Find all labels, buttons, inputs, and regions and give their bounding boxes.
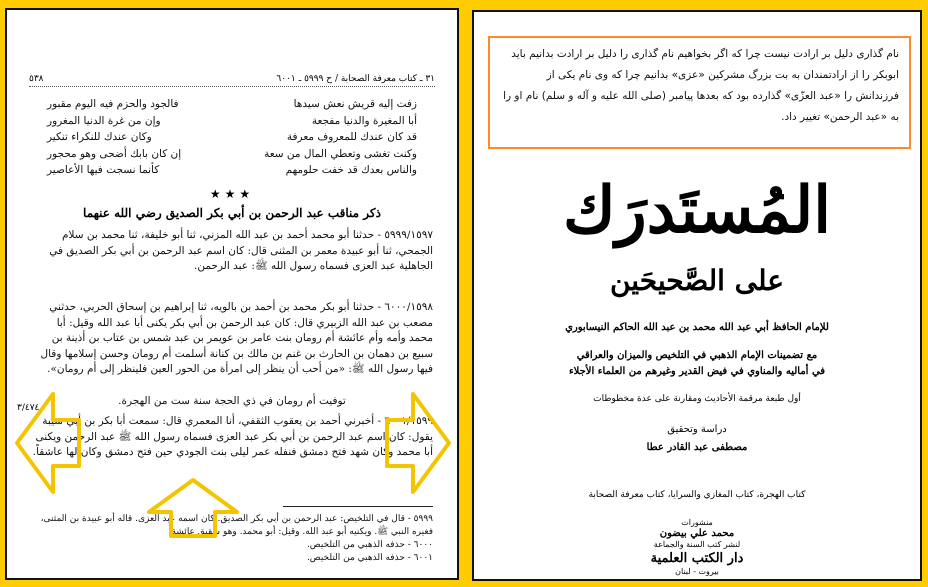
footnote: ٦٠٠١ - حذفه الذهبي من التلخيص. xyxy=(306,553,433,563)
hadith-5999: ٥٩٩٩/١٥٩٧ - حدثنا أبو محمد أحمد بن عبد الله المزني، ثنا أبو خليفة، ثنا محمد بن سلام الجمحي، ثنا أبو عبيدة معمر بن المثنى قال: كان اسم عبد الرحمن بن أبي بكر الصديق في الجاهلية عبد العزى فسماه رسول الله ﷺ: عبد الرحمن. xyxy=(49,229,433,272)
editor-name: مصطفى عبد القادر عطا xyxy=(646,442,748,453)
book-title: المُستَدرَك xyxy=(563,173,831,248)
header-right: ٣١ ـ كتاب معرفة الصحابة / ح ٥٩٩٩ ـ ٦٠٠١ xyxy=(276,74,435,84)
verse-first-hemistich: قد كان عندك للمعروف معرفة xyxy=(286,131,417,143)
verse-line xyxy=(47,162,417,179)
footnote-rule xyxy=(283,506,433,507)
publisher-name: دار الكتب العلمية xyxy=(650,551,744,566)
volume-sections: كتاب الهجرة، كتاب المغازي والسرايا، كتاب معرفة الصحابة xyxy=(588,490,806,500)
hadith-6000: ٦٠٠٠/١٥٩٨ - حدثنا أبو بكر محمد بن أحمد بن بالويه، ثنا إبراهيم بن إسحاق الحربي، حدثني مصعب بن عبد الله الزبيري قال: كان عبد الرحمن بن أبي بكر يكنى أبا عبد الله وقيل: أبا محمد وأمه وأم عائشة أم رومان بنت عامر بن عويمر بن عبد شمس بن عتاب بن أذينة بن سبيع بن دهمان بن الحارث بن غنم بن مالك بن كنانة أسلمت أم رومان وحسن إسلامها وقال فيها رسول الله ﷺ: «من أحب أن ينظر إلى امرأة من الحور العين فلينظر إلى أم رومان». xyxy=(40,301,433,375)
header-left: ٥٣٨ xyxy=(29,74,44,84)
footnote: ٦٠٠٠ - حذفه الذهبي من التلخيص. xyxy=(306,540,433,550)
up-arrow-icon xyxy=(143,476,243,540)
verse-second-hemistich: كأنما نسجت فيها الأعاصير xyxy=(47,164,160,176)
verse-line xyxy=(47,96,417,113)
author-line: للإمام الحافظ أبي عبد الله محمد بن عبد الله الحاكم النيسابوري xyxy=(565,322,829,333)
section-heading: ذكر مناقب عبد الرحمن بن أبي بكر الصديق رضي الله عنهما xyxy=(83,206,381,220)
hadith-6001: ٦٠٠١/١٥٩٩ - أخبرني أحمد بن يعقوب الثقفي، أنا المعمري قال: سمعت أبا بكر بن أبي شيبة يقول: كان اسم عبد الرحمن بن أبي بكر عبد العزى فسماه رسول الله ﷺ عبد الرحمن ويكنى أبا محمد وكان شهد فتح دمشق فنفله عمر ليلى بنت الجودي حين فتح دمشق وكان لها عاشقاً. xyxy=(32,415,433,458)
left-book-page xyxy=(5,8,459,580)
verse-line xyxy=(47,113,417,130)
edition-note: أول طبعة مرقمة الأحاديث ومقارنة على عدة مخطوطات xyxy=(593,394,801,404)
publisher-city: بيروت - لبنان xyxy=(675,567,719,576)
annotations-line-1: مع تضمينات الإمام الذهبي في التلخيص والميزان والعراقي xyxy=(576,350,818,361)
left-arrow-icon xyxy=(13,388,83,498)
study-label: دراسة وتحقيق xyxy=(667,424,727,435)
verse-first-hemistich: زفت إليه قريش نعش سيدها xyxy=(293,98,417,110)
margin-reference: ٣/٤٧٤ xyxy=(17,403,40,413)
right-book-cover xyxy=(472,10,922,581)
section-stars: ★★★ xyxy=(209,187,255,201)
publisher-subline: لنشر كتب السنة والجماعة xyxy=(653,540,741,549)
verse-first-hemistich: وكنت تغشى وتعطي المال من سعة xyxy=(264,147,417,160)
poem-verses xyxy=(47,96,417,179)
running-header xyxy=(29,74,435,87)
verse-line xyxy=(47,146,417,163)
verse-second-hemistich: وإن من غرة الدنيا المغرور xyxy=(47,114,161,127)
publisher-person: محمد علي بيضون xyxy=(659,528,735,539)
footnote: ٥٩٩٩ - قال في التلخيص: عبد الرحمن بن أبي بكر الصديق. كان اسمه عبد العزى. قاله أبو عبيدة بن المثنى، فغيره النبي ﷺ. ويكنيه أبو عبد الله. وقيل: أبو محمد. وهو شقيق عائشة. xyxy=(40,514,433,537)
verse-second-hemistich: إن كان بابك أضحى وهو محجور xyxy=(47,147,182,160)
verse-second-hemistich: وكان عندك للنكراء تنكير xyxy=(47,131,152,143)
book-subtitle: على الصَّحيحَين xyxy=(609,264,784,297)
persian-note-box: نام گذاری دلیل بر ارادت نیست چرا که اگر بخواهیم نام گذاری را دلیل بر ارادت بدانیم باید ابوبکر را از ارادتمندان به بت بزرگ مشرکین «عزی» بدانیم چرا که وی نام یکی از فرزندانش را «عبد العزّی» گذارده بود که بعدها پیامبر (صلی الله علیه و آله و سلم) نام او را به «عبد الرحمن» تغییر داد. xyxy=(488,36,911,149)
verse-line xyxy=(47,129,417,146)
verse-first-hemistich: أبا المغيرة والدنيا مفجعة xyxy=(311,114,417,127)
publisher-label: منشورات xyxy=(681,518,713,527)
right-arrow-icon xyxy=(383,388,453,498)
verse-first-hemistich: والناس بعدك قد خفت حلومهم xyxy=(285,164,417,176)
annotations-line-2: في أماليه والمناوي في فيض القدير وغيرهم من العلماء الأجلاء xyxy=(568,366,826,377)
verse-second-hemistich: فالجود والحزم فيه اليوم مقبور xyxy=(47,98,179,110)
hadith-6000-tail: توفيت أم رومان في ذي الحجة سنة ست من الهجرة. xyxy=(118,395,346,407)
